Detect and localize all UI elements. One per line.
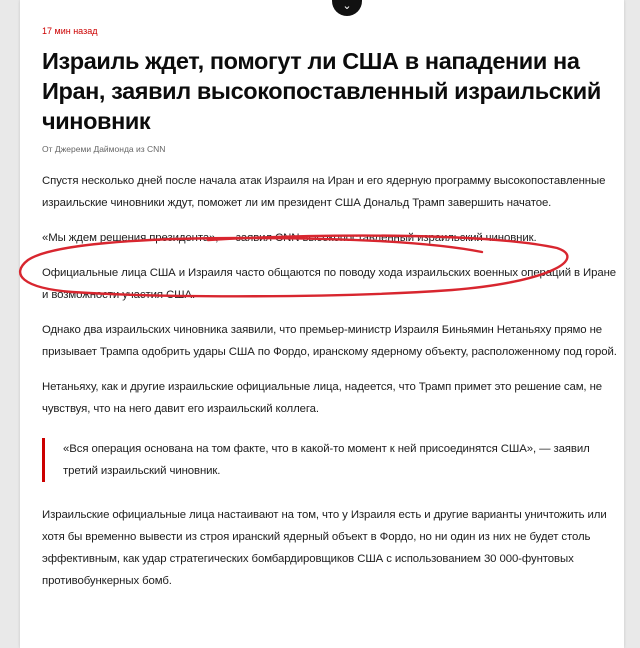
article-paragraph: Однако два израильских чиновника заявили, что премьер-министр Израиля Биньямин Нетаньяху прямо не призывает Трампа одобрить удары США по Фордо, иранскому ядерному объекту, расположенному под горой. <box>42 324 617 358</box>
article-paragraph: Израильские официальные лица настаивают на том, что у Израиля есть и другие варианты уничтожить или хотя бы временно вывести из строя иранский ядерный объект в Фордо, но ни один из них не будет столь эффективным, как удар стратегических бомбардировщиков США с использованием 30 000-фунтовых противобункерных бомб. <box>42 509 607 587</box>
article-paragraph: Нетаньяху, как и другие израильские официальные лица, надеется, что Трамп примет это решение сам, не чувствуя, что на него давит его израильский коллега. <box>42 381 602 415</box>
timestamp: 17 мин назад <box>42 26 98 36</box>
article-paragraph: Спустя несколько дней после начала атак Израиля на Иран и его ядерную программу высокопоставленные израильские чиновники ждут, поможет ли им президент США Дональд Трамп завершить начатое. <box>42 175 606 209</box>
author-byline: От Джереми Даймонда из CNN <box>42 144 166 154</box>
article-content <box>42 26 622 605</box>
article-title: Израиль ждет, помогут ли США в нападении на Иран, заявил высокопоставленный израильский чиновник <box>42 48 601 134</box>
chevron-down-icon[interactable]: ⌄ <box>332 0 362 16</box>
article-paragraph: Официальные лица США и Израиля часто общаются по поводу хода израильских военных операций в Иране и возможности участия США. <box>42 267 617 301</box>
article-page <box>20 0 624 648</box>
pull-quote: «Вся операция основана на том факте, что в какой-то момент к ней присоединятся США», — заявил третий израильский чиновник. <box>42 438 622 482</box>
highlighted-quote-paragraph: «Мы ждем решения президента», — заявил CNN высокопоставленный израильский чиновник. <box>42 232 537 244</box>
